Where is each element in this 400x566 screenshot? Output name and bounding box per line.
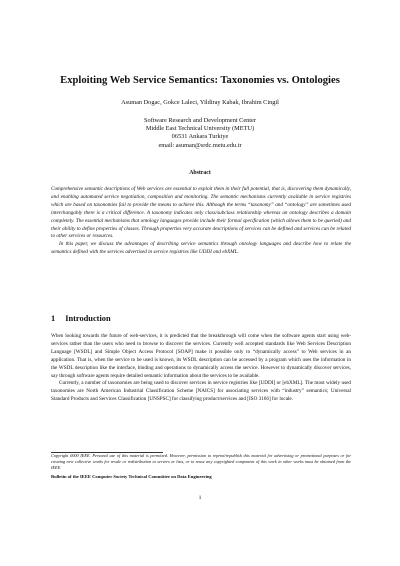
abstract-paragraph: In this paper, we discuss the advantages of describing service semantics through ontology languages and describe how to relate the semantics defined with the services advertised in service registries like UDDI and ebXML. xyxy=(51,241,351,256)
section-heading xyxy=(51,314,111,324)
contact-email: email: asuman@srdc.metu.edu.tr xyxy=(158,141,242,149)
affiliation-line: Middle East Technical University (METU) xyxy=(145,125,255,133)
abstract-paragraph: Comprehensive semantic descriptions of Web services are essential to exploit them in their full potential, that is, discovering them dynamically, and enabling automated service negotiation, composition and monitoring. The semantic mechanisms currently available in service registries which are based on taxonomies fail to provide the means to achieve this. Although the terms “taxonomy” and “ontology” are sometimes used interchangably there is a critical difference. A taxonomy indicates only class/subclass relationship whereas an ontology describes a domain completely. The essential mechanisms that ontology languages provide include their formal specification (which allows them to be queried) and their ability to define properties of classes. Through properties very accurate descriptions of services can be defined and services can be related to other services or resources. xyxy=(51,186,351,240)
paper-title: Exploiting Web Service Semantics: Taxonomies vs. Ontologies xyxy=(60,75,340,86)
section-title: Introduction xyxy=(65,314,111,323)
abstract-body xyxy=(51,186,351,257)
section-body xyxy=(51,333,351,404)
abstract-heading: Abstract xyxy=(189,170,211,176)
affiliation-block xyxy=(20,117,380,150)
page-number: 1 xyxy=(198,495,202,501)
affiliation-line: Software Research and Development Center xyxy=(144,117,256,124)
affiliation-line: 06531 Ankara Turkiye xyxy=(171,133,229,141)
copyright-footnote: Copyright 0000 IEEE. Personal use of this material is permitted. However, permission to reprint/republish this material for advertising or promotional purposes or for creating new collective works for resale or redistribution to servers or lists, or to reuse any copyrighted component of this work in other works must be obtained from the IEEE. xyxy=(51,453,351,471)
section-number: 1 xyxy=(51,314,56,323)
bulletin-line: Bulletin of the IEEE Computer Society Technical Committee on Data Engineering xyxy=(51,474,212,479)
body-paragraph: When looking towards the future of web-services, it is predicted that the breakthrough will come when the software agents start using web-services rather than the users who need to browse to discover the services. Currently well accepted standards like Web Services Description Language [WSDL] and Simple Object Access Protocol [SOAP] make it possible only to “dynamically access” to Web services in an application. That is, when the service to be used is known, its WSDL description can be accessed by a program which uses the information in the WSDL description like the interface, binding and operations to dynamically access the service. However to dynamically discover services, say through software agents require detailed semantic information about the services to be available. xyxy=(51,333,351,379)
body-paragraph: Currently, a number of taxonomies are being used to discover services in service registries like [UDDI] or [ebXML]. The most widely used taxonomies are North American Industrial Classification Scheme [NAICS] for associating services with “industry” semantics; Universal Standard Products and Services Classification [UNSPSC] for classifying product/services and [ISO 3166] for locale. xyxy=(51,380,351,403)
author-list: Asuman Dogac, Gokce Laleci, Yildiray Kabak, Ibrahim Cingil xyxy=(121,99,279,106)
